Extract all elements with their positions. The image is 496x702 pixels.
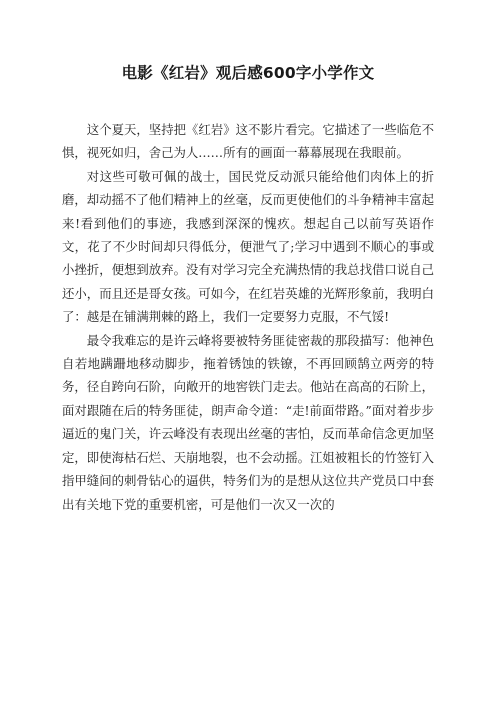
paragraph-3: 最令我难忘的是许云峰将要被特务匪徒密裁的那段描写：他神色自若地蹒跚地移动脚步，拖着锈蚀的铁镣，不再回顾鹄立两旁的特务，径自跨向石阶，向敞开的地窖铁门走去。他站在高高的石阶上，面对跟随在后的特务匪徒，朗声命令道：“走!前面带路。”面对着步步逼近的鬼门关，许云峰没有表现出丝毫的害怕，反而革命信念更加坚定，即使海枯石烂、天崩地裂，也不会动摇。江姐被粗长的竹签钉入指甲缝间的刺骨钻心的逼供，特务们为的是想从这位共产党员口中套出有关地下党的重要机密，可是他们一次又一次的 <box>62 332 434 512</box>
document-title: 电影《红岩》观后感600字小学作文 <box>121 64 375 82</box>
paragraph-2: 对这些可敬可佩的战士，国民党反动派只能给他们肉体上的折磨，却动摇不了他们精神上的丝毫，反而更使他们的斗争精神丰富起来!看到他们的事迹，我感到深深的愧疚。想起自己以前写英语作文，花了不少时间却只得低分，便泄气了;学习中遇到不顺心的事或小挫折，便想到放弃。没有对学习完全充满热情的我总找借口说自己还小，而且还是哥女孩。可如今，在红岩英雄的光辉形象前，我明白了：越是在铺满荆棘的路上，我们一定要努力克服，不气馁! <box>62 168 434 325</box>
paragraph-1: 这个夏天，坚持把《红岩》这不影片看完。它描述了一些临危不惧，视死如归，舍己为人……所有的画面一幕幕展现在我眼前。 <box>62 122 434 161</box>
document-body <box>62 118 434 516</box>
